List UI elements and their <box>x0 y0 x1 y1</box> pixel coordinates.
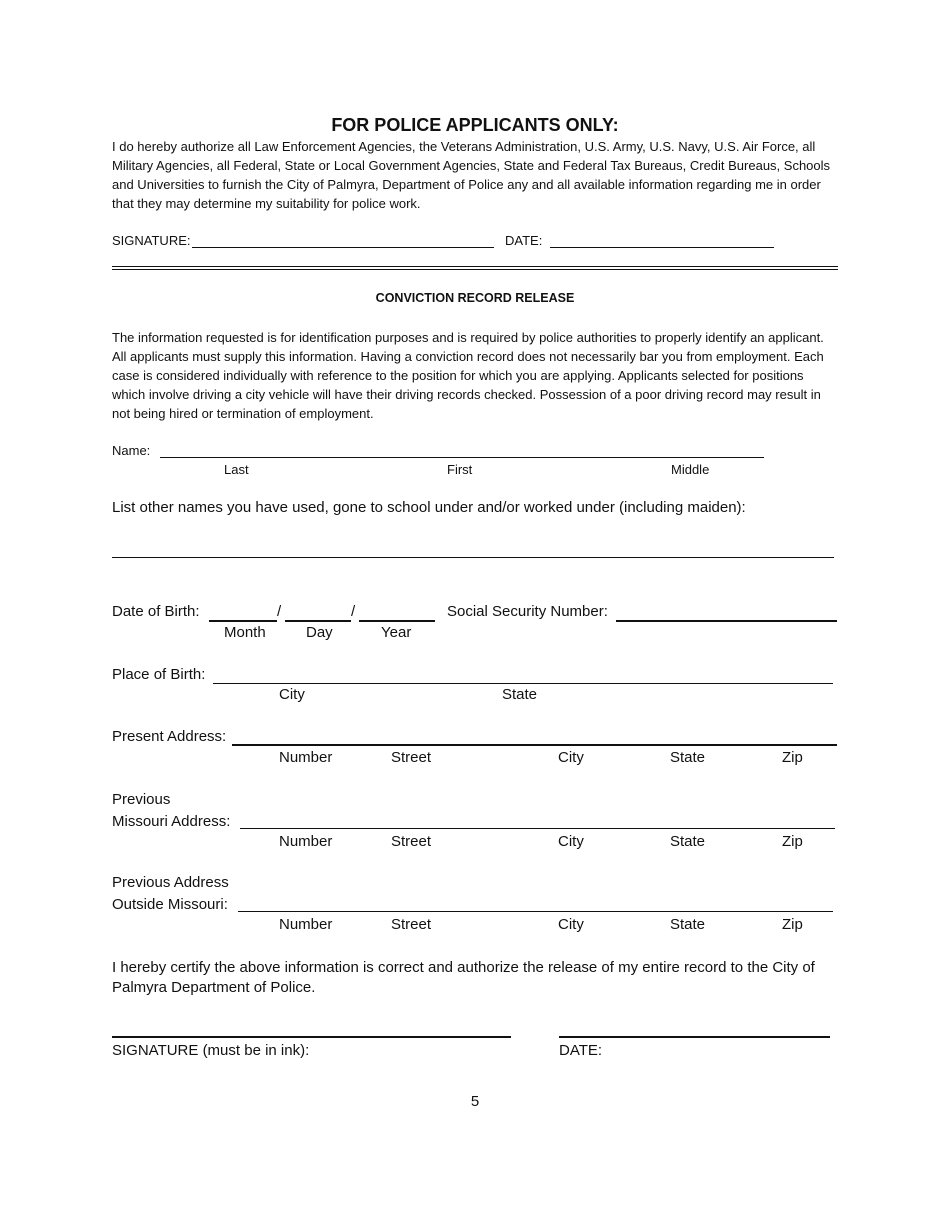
prev-missouri-field[interactable] <box>240 828 835 829</box>
prev-outside-field[interactable] <box>238 911 833 912</box>
name-label: Name: <box>112 443 151 458</box>
present-sub-state: State <box>670 749 706 766</box>
final-signature-label: SIGNATURE (must be in ink): <box>112 1042 310 1059</box>
present-sub-street: Street <box>391 749 432 766</box>
pob-sub-state: State <box>502 686 538 703</box>
prev-outside-sub-number: Number <box>279 916 333 933</box>
prev-outside-label-2: Outside Missouri: <box>112 896 228 913</box>
conviction-section-title: CONVICTION RECORD RELEASE <box>375 291 575 305</box>
prev-missouri-label-2: Missouri Address: <box>112 813 231 830</box>
other-names-prompt: List other names you have used, gone to school under and/or worked under (including maiden): <box>112 499 746 516</box>
dob-separator-2: / <box>351 603 356 620</box>
present-address-field[interactable] <box>232 744 837 746</box>
prev-outside-sub-state: State <box>670 916 706 933</box>
page-number: 5 <box>470 1093 480 1110</box>
prev-outside-label-1: Previous Address <box>112 874 229 891</box>
section-divider-top <box>112 266 838 267</box>
prev-outside-sub-street: Street <box>391 916 432 933</box>
name-sub-first: First <box>447 462 473 477</box>
final-date-label: DATE: <box>559 1042 603 1059</box>
present-sub-number: Number <box>279 749 333 766</box>
pob-sub-city: City <box>279 686 305 703</box>
prev-missouri-sub-state: State <box>670 833 706 850</box>
authorization-text: I do hereby authorize all Law Enforcement Agencies, the Veterans Administration, U.S. Army, U.S. Navy, U.S. Air Force, all Military Agencies, all Federal, State or Local Government Agencies, State and Federal Tax Bureaus, Credit Bureaus, Schools and Universities to furnish the City of Palmyra, Department of Police any and all available information regarding me in order that they may determine my suitability for police work. <box>112 139 831 211</box>
prev-missouri-sub-zip: Zip <box>782 833 803 850</box>
dob-sub-year: Year <box>381 624 412 641</box>
police-date-label: DATE: <box>505 233 543 248</box>
prev-missouri-sub-number: Number <box>279 833 333 850</box>
present-address-label: Present Address: <box>112 728 227 745</box>
other-names-field[interactable] <box>112 557 834 558</box>
final-date-field[interactable] <box>559 1036 830 1038</box>
police-signature-label: SIGNATURE: <box>112 233 191 248</box>
prev-outside-sub-zip: Zip <box>782 916 803 933</box>
dob-label: Date of Birth: <box>112 603 200 620</box>
dob-sub-day: Day <box>306 624 333 641</box>
pob-label: Place of Birth: <box>112 666 206 683</box>
pob-field[interactable] <box>213 683 833 684</box>
police-date-field[interactable] <box>550 247 774 248</box>
certification-text: I hereby certify the above information is correct and authorize the release of my entire record to the City of Palmyra Department of Police. <box>112 959 815 996</box>
prev-outside-sub-city: City <box>558 916 584 933</box>
ssn-field[interactable] <box>616 620 837 622</box>
name-sub-middle: Middle <box>671 462 710 477</box>
name-sub-last: Last <box>224 462 249 477</box>
prev-missouri-label-1: Previous <box>112 791 171 808</box>
name-field[interactable] <box>160 457 764 458</box>
dob-month-field[interactable] <box>209 620 277 622</box>
present-sub-zip: Zip <box>782 749 803 766</box>
dob-separator-1: / <box>277 603 282 620</box>
conviction-info-text: The information requested is for identification purposes and is required by police authorities to properly identify an applicant. All applicants must supply this information. Having a conviction record does not necessarily bar you from employment. Each case is considered individually with reference to the position for which you are applying. Applicants selected for positions which involve driving a city vehicle will have their driving records checked. Possession of a poor driving record may result in not being hired or termination of employment. <box>112 330 824 421</box>
ssn-label: Social Security Number: <box>447 603 608 620</box>
prev-missouri-sub-street: Street <box>391 833 432 850</box>
dob-year-field[interactable] <box>359 620 435 622</box>
section-divider-bottom <box>112 269 838 270</box>
police-signature-field[interactable] <box>192 247 494 248</box>
police-section-title: FOR POLICE APPLICANTS ONLY: <box>331 115 619 135</box>
present-sub-city: City <box>558 749 584 766</box>
dob-sub-month: Month <box>224 624 266 641</box>
dob-day-field[interactable] <box>285 620 351 622</box>
final-signature-field[interactable] <box>112 1036 511 1038</box>
prev-missouri-sub-city: City <box>558 833 584 850</box>
